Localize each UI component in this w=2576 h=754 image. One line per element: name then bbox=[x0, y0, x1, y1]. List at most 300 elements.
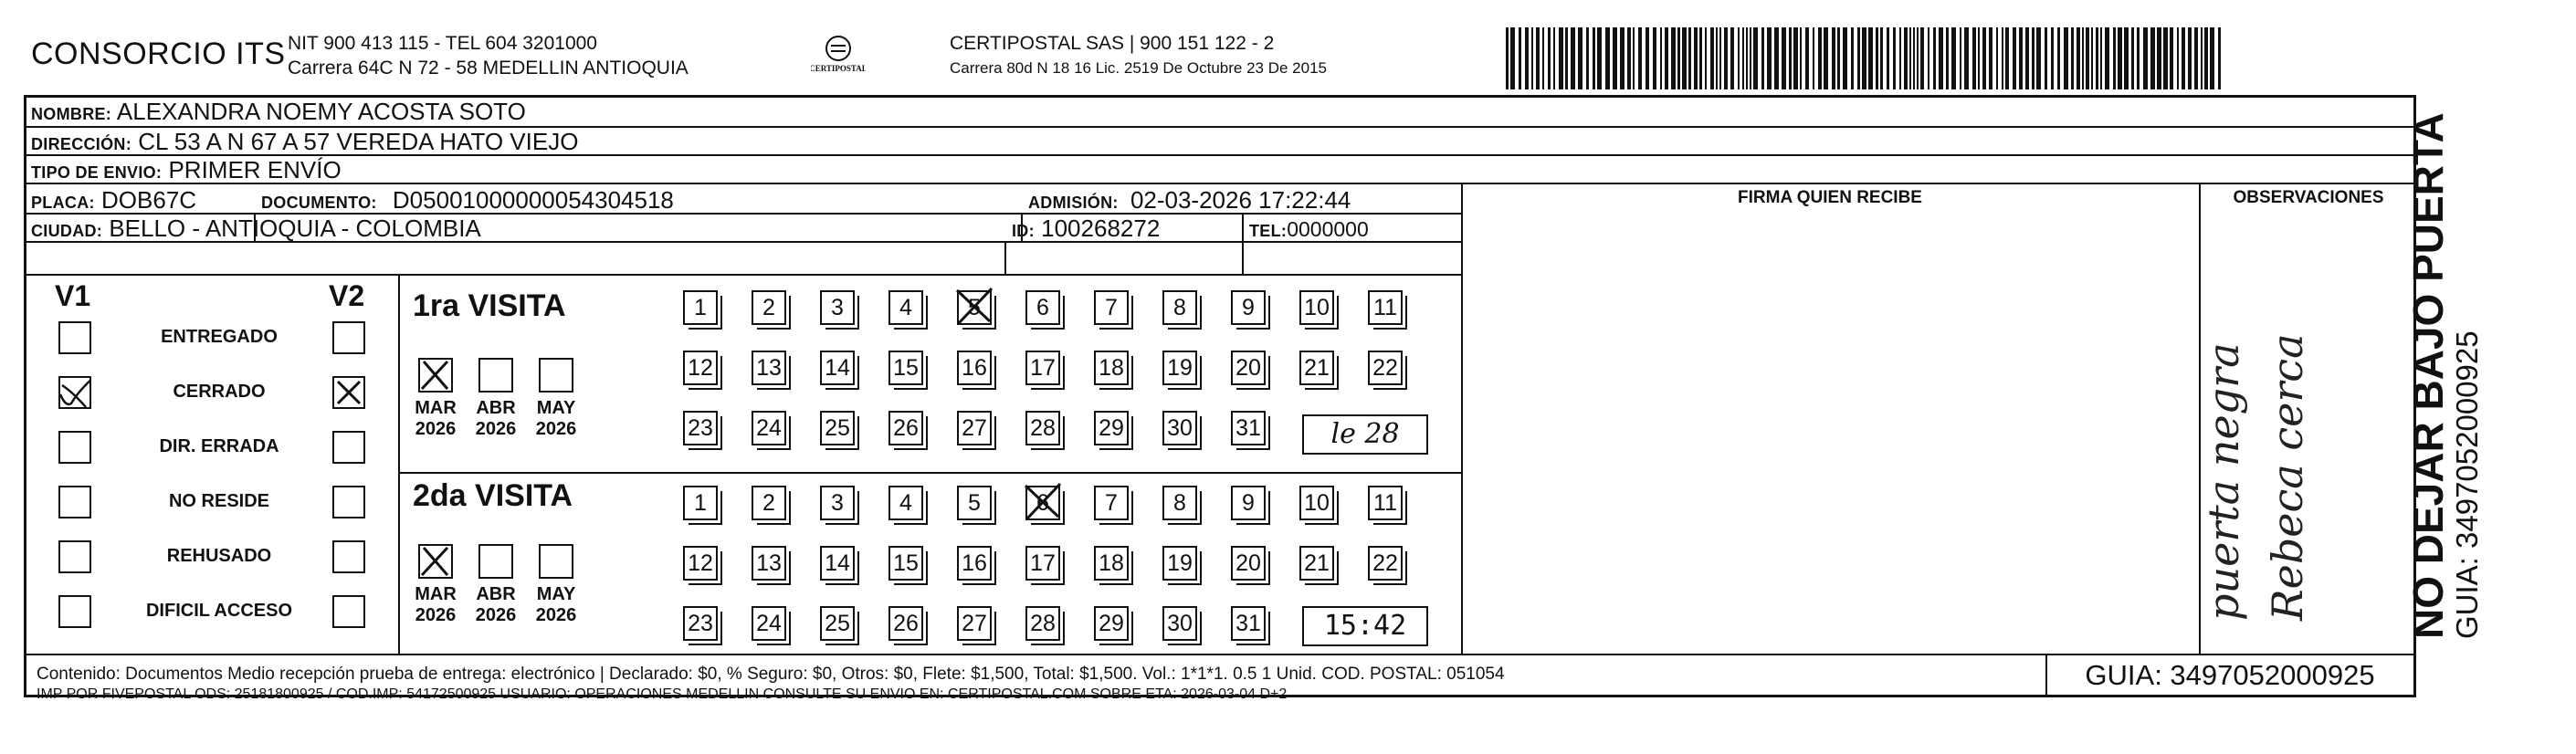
day-number: 15 bbox=[893, 550, 919, 576]
company-nit: NIT 900 413 115 - TEL 604 3201000 bbox=[288, 33, 597, 54]
day-number: 7 bbox=[1105, 295, 1118, 320]
barcode-bar bbox=[2105, 27, 2109, 89]
visit2-month-label bbox=[529, 584, 584, 626]
day-number: 11 bbox=[1373, 490, 1397, 516]
day-number: 14 bbox=[825, 355, 850, 381]
barcode-bar bbox=[2177, 27, 2179, 89]
day-number: 30 bbox=[1167, 415, 1193, 441]
barcode-bar bbox=[2064, 27, 2068, 89]
barcode-bar bbox=[2204, 27, 2208, 89]
visit1-day-checkbox[interactable] bbox=[888, 290, 923, 325]
placa-row bbox=[31, 186, 196, 215]
barcode-bar bbox=[1620, 27, 1624, 89]
barcode-bar bbox=[1913, 27, 1915, 89]
barcode-bar bbox=[1660, 27, 1662, 89]
tipo-row bbox=[31, 156, 342, 184]
row-divider bbox=[24, 183, 2416, 184]
barcode-bar bbox=[1682, 27, 1687, 89]
day-number: 25 bbox=[825, 611, 850, 636]
barcode-bar bbox=[2071, 27, 2074, 89]
day-number: 6 bbox=[1036, 490, 1049, 516]
day-number: 22 bbox=[1372, 355, 1398, 381]
visit2-day-checkbox[interactable] bbox=[1231, 486, 1266, 520]
barcode-bar bbox=[1887, 27, 1889, 89]
visit1-time: le 28 bbox=[1330, 418, 1400, 450]
visit2-day-checkbox[interactable] bbox=[1025, 486, 1060, 520]
visit2-day-checkbox[interactable] bbox=[1025, 546, 1060, 581]
ciudad-row bbox=[31, 215, 481, 243]
side-notice bbox=[2405, 112, 2484, 639]
id-label: ID: bbox=[1012, 222, 1035, 240]
barcode-bar bbox=[1946, 27, 1949, 89]
visit2-day-checkbox[interactable] bbox=[1368, 546, 1403, 581]
barcode-bar bbox=[1694, 27, 1698, 89]
barcode-bar bbox=[1510, 27, 1515, 89]
barcode-bar bbox=[2163, 27, 2168, 89]
visit1-day-checkbox[interactable] bbox=[1299, 290, 1334, 325]
visit1-day-checkbox[interactable] bbox=[957, 411, 992, 445]
barcode-bar bbox=[1548, 27, 1551, 89]
barcode-bar bbox=[1774, 27, 1779, 89]
logo-text: CERTIPOSTAL bbox=[811, 64, 866, 73]
visit2-day-checkbox[interactable] bbox=[820, 606, 855, 641]
documento-row bbox=[261, 186, 674, 215]
documento-label: DOCUMENTO: bbox=[261, 194, 377, 212]
visit1-day-checkbox[interactable] bbox=[1231, 290, 1266, 325]
barcode-bar bbox=[2032, 27, 2035, 89]
barcode-bar bbox=[1832, 27, 1835, 89]
tipo-value: PRIMER ENVÍO bbox=[168, 156, 342, 183]
visit1-day-checkbox[interactable] bbox=[1368, 351, 1403, 385]
visit2-month-label bbox=[468, 584, 523, 626]
direccion-row bbox=[31, 128, 578, 156]
visit2-day-checkbox[interactable] bbox=[888, 546, 923, 581]
visit2-month-checkbox[interactable] bbox=[418, 544, 453, 579]
barcode-bar bbox=[2019, 27, 2023, 89]
v2-checkbox[interactable] bbox=[332, 376, 365, 409]
visit1-day-checkbox[interactable] bbox=[1025, 411, 1060, 445]
day-number: 3 bbox=[831, 295, 844, 320]
v2-checkbox[interactable] bbox=[332, 321, 365, 354]
x-mark-icon bbox=[1022, 482, 1064, 524]
status-option-label: DIR. ERRADA bbox=[159, 436, 279, 456]
barcode-bar bbox=[1519, 27, 1521, 89]
ciudad-label: CIUDAD: bbox=[31, 222, 103, 240]
v2-checkbox[interactable] bbox=[332, 540, 365, 573]
day-number: 7 bbox=[1105, 490, 1118, 516]
barcode-bar bbox=[2124, 27, 2129, 89]
visit1-time-box bbox=[1302, 414, 1428, 455]
v1-label: V1 bbox=[55, 279, 91, 312]
barcode-bar bbox=[1876, 27, 1878, 89]
barcode-bar bbox=[1633, 27, 1635, 89]
observaciones-note: Rebeca cerca bbox=[2263, 333, 2312, 621]
barcode-bar bbox=[1746, 27, 1748, 89]
barcode-bar bbox=[1793, 27, 1798, 89]
barcode-bar bbox=[2005, 27, 2009, 89]
visit2-day-checkbox[interactable] bbox=[820, 546, 855, 581]
visit2-day-checkbox[interactable] bbox=[1231, 546, 1266, 581]
barcode-bar bbox=[2025, 27, 2029, 89]
barcode-bar bbox=[2188, 27, 2192, 89]
month-year: 2026 bbox=[475, 419, 517, 439]
day-number: 23 bbox=[688, 611, 713, 636]
barcode-bar bbox=[1553, 27, 1555, 89]
visit2-day-checkbox[interactable] bbox=[683, 546, 718, 581]
visit2-day-checkbox[interactable] bbox=[1094, 486, 1129, 520]
visit2-day-checkbox[interactable] bbox=[1299, 486, 1334, 520]
x-mark-icon bbox=[418, 358, 453, 393]
barcode-bar bbox=[1982, 27, 1986, 89]
barcode-bar bbox=[1724, 27, 1728, 89]
barcode-bar bbox=[1506, 27, 1509, 89]
col-divider bbox=[1242, 213, 1244, 241]
visit1-day-checkbox[interactable] bbox=[1299, 351, 1334, 385]
admision-label: ADMISIÓN: bbox=[1028, 194, 1119, 212]
visit1-day-checkbox[interactable] bbox=[1094, 351, 1129, 385]
barcode-bar bbox=[1767, 27, 1772, 89]
v2-checkbox[interactable] bbox=[332, 431, 365, 464]
placa-value: DOB67C bbox=[101, 186, 197, 214]
visit1-month-checkbox[interactable] bbox=[539, 358, 573, 393]
barcode-bar bbox=[1964, 27, 1969, 89]
nombre-value: ALEXANDRA NOEMY ACOSTA SOTO bbox=[116, 98, 526, 125]
visit1-day-checkbox[interactable] bbox=[820, 411, 855, 445]
visit1-day-checkbox[interactable] bbox=[1162, 351, 1197, 385]
barcode-bar bbox=[2150, 27, 2155, 89]
barcode-bar bbox=[1960, 27, 1961, 89]
day-number: 14 bbox=[825, 550, 850, 576]
visit2-time: 15:42 bbox=[1323, 610, 1407, 642]
day-number: 9 bbox=[1242, 490, 1255, 516]
barcode-bar bbox=[1928, 27, 1929, 89]
tipo-label: TIPO DE ENVIO: bbox=[31, 163, 163, 182]
barcode-bar bbox=[1525, 27, 1529, 89]
visit2-title: 2da VISITA bbox=[413, 478, 573, 513]
visit1-day-checkbox[interactable] bbox=[683, 351, 718, 385]
month-name: MAY bbox=[536, 398, 576, 418]
day-number: 8 bbox=[1173, 295, 1186, 320]
visit1-month-checkbox[interactable] bbox=[478, 358, 513, 393]
v1-checkbox[interactable] bbox=[58, 595, 91, 628]
visit1-day-checkbox[interactable] bbox=[888, 351, 923, 385]
visit2-day-checkbox[interactable] bbox=[752, 606, 786, 641]
day-number: 1 bbox=[694, 490, 707, 516]
col-divider bbox=[1242, 241, 1244, 274]
barcode-bar bbox=[1800, 27, 1802, 89]
tel-value: 0000000 bbox=[1287, 217, 1369, 241]
visit2-day-checkbox[interactable] bbox=[1162, 606, 1197, 641]
barcode-bar bbox=[1565, 27, 1568, 89]
visit2-day-checkbox[interactable] bbox=[957, 486, 992, 520]
day-number: 15 bbox=[893, 355, 919, 381]
barcode-bar bbox=[1824, 27, 1828, 89]
day-number: 10 bbox=[1304, 490, 1330, 516]
id-value: 100268272 bbox=[1041, 215, 1161, 242]
barcode-bar bbox=[1677, 27, 1680, 89]
v1-checkbox[interactable] bbox=[58, 486, 91, 518]
day-number: 30 bbox=[1167, 611, 1193, 636]
tel-label: TEL: bbox=[1249, 222, 1288, 240]
documento-value: D05001000000054304518 bbox=[392, 186, 674, 214]
v2-checkbox[interactable] bbox=[332, 486, 365, 518]
direccion-value: CL 53 A N 67 A 57 VEREDA HATO VIEJO bbox=[138, 128, 579, 155]
barcode-bar bbox=[1857, 27, 1860, 89]
v1-checkbox[interactable] bbox=[58, 376, 91, 409]
visit1-day-checkbox[interactable] bbox=[1162, 411, 1197, 445]
visit1-title: 1ra VISITA bbox=[413, 288, 566, 323]
barcode-bar bbox=[2077, 27, 2080, 89]
day-number: 26 bbox=[893, 415, 919, 441]
barcode-bar bbox=[1933, 27, 1936, 89]
day-number: 22 bbox=[1372, 550, 1398, 576]
certipostal-info bbox=[950, 31, 1327, 80]
barcode-bar bbox=[1939, 27, 1943, 89]
month-year: 2026 bbox=[415, 419, 457, 439]
visit1-month-label bbox=[529, 398, 584, 440]
barcode-bar bbox=[1571, 27, 1575, 89]
col-divider bbox=[1461, 183, 1463, 654]
month-year: 2026 bbox=[475, 605, 517, 625]
day-number: 11 bbox=[1373, 295, 1397, 320]
visit2-day-checkbox[interactable] bbox=[752, 546, 786, 581]
day-number: 1 bbox=[694, 295, 707, 320]
barcode-bar bbox=[2057, 27, 2060, 89]
visit2-day-checkbox[interactable] bbox=[957, 606, 992, 641]
visit2-day-checkbox[interactable] bbox=[752, 486, 786, 520]
barcode-bar bbox=[1536, 27, 1540, 89]
barcode-bar bbox=[1710, 27, 1714, 89]
check-mark-icon bbox=[58, 376, 91, 409]
barcode-bar bbox=[2082, 27, 2084, 89]
footer-print-info: IMP POR FIVEPOSTAL ODS: 25181800925 / COD.IMP: 54172500925 USUARIO: OPERACIONES MEDELLIN CONSULTE SU ENVIO EN: CERTIPOSTAL.COM SOBRE ETA: 2026-03-04 D+2 bbox=[37, 686, 1288, 702]
visit1-day-checkbox[interactable] bbox=[1368, 290, 1403, 325]
barcode-bar bbox=[1851, 27, 1854, 89]
visit2-day-checkbox[interactable] bbox=[683, 606, 718, 641]
visit1-day-checkbox[interactable] bbox=[1231, 351, 1266, 385]
day-number: 24 bbox=[756, 415, 782, 441]
nombre-row bbox=[31, 98, 526, 126]
delivery-form bbox=[24, 95, 2416, 697]
v1-checkbox[interactable] bbox=[58, 431, 91, 464]
barcode-bar bbox=[1559, 27, 1563, 89]
certipostal-nit: CERTIPOSTAL SAS | 900 151 122 - 2 bbox=[950, 33, 1275, 54]
barcode-bar bbox=[1638, 27, 1642, 89]
visit2-day-checkbox[interactable] bbox=[1368, 486, 1403, 520]
month-name: MAY bbox=[536, 584, 576, 604]
day-number: 12 bbox=[688, 550, 713, 576]
visit2-day-checkbox[interactable] bbox=[820, 486, 855, 520]
barcode-bar bbox=[2194, 27, 2198, 89]
barcode-bar bbox=[2157, 27, 2161, 89]
month-year: 2026 bbox=[535, 419, 577, 439]
day-number: 26 bbox=[893, 611, 919, 636]
firma-header: FIRMA QUIEN RECIBE bbox=[1738, 188, 1922, 207]
placa-label: PLACA: bbox=[31, 194, 95, 212]
day-number: 17 bbox=[1030, 355, 1056, 381]
barcode-bar bbox=[1989, 27, 1992, 89]
barcode-bar bbox=[1818, 27, 1822, 89]
id-row bbox=[1012, 215, 1160, 243]
visit2-day-checkbox[interactable] bbox=[1094, 546, 1129, 581]
barcode-bar bbox=[1645, 27, 1649, 89]
month-name: MAR bbox=[415, 398, 457, 418]
visit1-day-checkbox[interactable] bbox=[1025, 351, 1060, 385]
visit1-month-checkbox[interactable] bbox=[418, 358, 453, 393]
visit2-month-checkbox[interactable] bbox=[478, 544, 513, 579]
barcode-bar bbox=[1593, 27, 1595, 89]
day-number: 2 bbox=[762, 295, 775, 320]
admision-row bbox=[1028, 186, 1351, 215]
visit1-month-label bbox=[408, 398, 463, 440]
barcode-bar bbox=[1742, 27, 1744, 89]
barcode-bar bbox=[1805, 27, 1809, 89]
barcode-bar bbox=[1605, 27, 1610, 89]
v2-checkbox[interactable] bbox=[332, 595, 365, 628]
day-number: 29 bbox=[1099, 415, 1124, 441]
barcode-bar bbox=[2086, 27, 2089, 89]
status-option-label: CERRADO bbox=[173, 382, 266, 402]
visit2-time-box bbox=[1302, 606, 1428, 646]
day-number: 16 bbox=[962, 355, 987, 381]
visit2-day-checkbox[interactable] bbox=[888, 486, 923, 520]
observaciones-notes bbox=[2192, 334, 2319, 631]
barcode-bar bbox=[1699, 27, 1702, 89]
v1-checkbox[interactable] bbox=[58, 321, 91, 354]
barcode-bar bbox=[2201, 27, 2203, 89]
barcode-bar bbox=[2143, 27, 2148, 89]
visit1-day-checkbox[interactable] bbox=[1231, 411, 1266, 445]
day-number: 5 bbox=[968, 490, 981, 516]
status-option-label: ENTREGADO bbox=[161, 327, 278, 347]
status-option-label: NO RESIDE bbox=[168, 491, 270, 511]
guia-number: GUIA: 3497052000925 bbox=[2045, 654, 2413, 697]
visit1-day-checkbox[interactable] bbox=[957, 351, 992, 385]
day-number: 27 bbox=[962, 611, 987, 636]
barcode-bar bbox=[1705, 27, 1707, 89]
visit2-day-checkbox[interactable] bbox=[1231, 606, 1266, 641]
day-number: 28 bbox=[1030, 415, 1056, 441]
x-mark-icon bbox=[332, 376, 365, 409]
barcode-bar bbox=[1578, 27, 1582, 89]
visit1-month-label bbox=[468, 398, 523, 440]
ciudad-value: BELLO - ANTIOQUIA - COLOMBIA bbox=[109, 215, 481, 242]
barcode-bar bbox=[1909, 27, 1911, 89]
day-number: 24 bbox=[756, 611, 782, 636]
barcode-bar bbox=[1542, 27, 1544, 89]
barcode-bar bbox=[1837, 27, 1840, 89]
col-divider bbox=[1004, 241, 1006, 274]
day-number: 29 bbox=[1099, 611, 1124, 636]
side-guia: GUIA: 3497052000925 bbox=[2450, 330, 2484, 639]
month-name: MAR bbox=[415, 584, 457, 604]
visit2-month-label bbox=[408, 584, 463, 626]
visit1-day-checkbox[interactable] bbox=[752, 351, 786, 385]
visit2-day-checkbox[interactable] bbox=[957, 546, 992, 581]
month-name: ABR bbox=[476, 398, 516, 418]
row-divider bbox=[24, 274, 1462, 276]
barcode-bar bbox=[2091, 27, 2093, 89]
barcode-bar bbox=[2051, 27, 2054, 89]
visit1-day-checkbox[interactable] bbox=[888, 411, 923, 445]
barcode-bar bbox=[1789, 27, 1792, 89]
v1-checkbox[interactable] bbox=[58, 540, 91, 573]
visit1-day-checkbox[interactable] bbox=[1025, 290, 1060, 325]
day-number: 6 bbox=[1036, 295, 1049, 320]
day-number: 12 bbox=[688, 355, 713, 381]
barcode-bar bbox=[2137, 27, 2140, 89]
barcode-bar bbox=[2118, 27, 2122, 89]
day-number: 19 bbox=[1167, 550, 1193, 576]
day-number: 3 bbox=[831, 490, 844, 516]
v2-label: V2 bbox=[329, 279, 365, 312]
admision-value: 02-03-2026 17:22:44 bbox=[1130, 186, 1351, 214]
certipostal-license: Carrera 80d N 18 16 Lic. 2519 De Octubre 23 De 2015 bbox=[950, 59, 1327, 77]
barcode-bar bbox=[1730, 27, 1734, 89]
visit1-day-checkbox[interactable] bbox=[957, 290, 992, 325]
visit1-day-checkbox[interactable] bbox=[820, 351, 855, 385]
visit1-day-checkbox[interactable] bbox=[752, 411, 786, 445]
day-number: 25 bbox=[825, 415, 850, 441]
day-number: 23 bbox=[688, 415, 713, 441]
footer-content: Contenido: Documentos Medio recepción prueba de entrega: electrónico | Declarado: $0, % Seguro: $0, Otros: $0, Flete: $1,500, Total: $1,500. Vol.: 1*1*1. 0.5 1 Unid. COD. POSTAL: 051054 bbox=[37, 665, 1505, 684]
visit2-day-checkbox[interactable] bbox=[1162, 486, 1197, 520]
barcode-bar bbox=[2113, 27, 2116, 89]
visit1-day-checkbox[interactable] bbox=[1094, 290, 1129, 325]
observaciones-note: puerta negra bbox=[2199, 342, 2248, 621]
nombre-label: NOMBRE: bbox=[31, 105, 112, 123]
no-dejar-notice: NO DEJAR BAJO PUERTA bbox=[2404, 112, 2452, 639]
day-number: 27 bbox=[962, 415, 987, 441]
month-year: 2026 bbox=[535, 605, 577, 625]
visit2-day-checkbox[interactable] bbox=[1025, 606, 1060, 641]
visit-divider bbox=[398, 472, 1462, 474]
x-mark-icon bbox=[418, 544, 453, 579]
barcode-bar bbox=[1972, 27, 1976, 89]
barcode-bar bbox=[2013, 27, 2016, 89]
day-number: 17 bbox=[1030, 550, 1056, 576]
visit2-day-checkbox[interactable] bbox=[888, 606, 923, 641]
day-number: 8 bbox=[1173, 490, 1186, 516]
visit2-month-checkbox[interactable] bbox=[539, 544, 573, 579]
visit1-day-checkbox[interactable] bbox=[683, 290, 718, 325]
barcode-bar bbox=[1880, 27, 1883, 89]
visit2-day-checkbox[interactable] bbox=[1162, 546, 1197, 581]
visit1-day-checkbox[interactable] bbox=[820, 290, 855, 325]
visit1-day-checkbox[interactable] bbox=[683, 411, 718, 445]
visit1-day-checkbox[interactable] bbox=[1162, 290, 1197, 325]
day-number: 13 bbox=[756, 550, 782, 576]
barcode-bar bbox=[2218, 27, 2221, 89]
day-number: 2 bbox=[762, 490, 775, 516]
visit2-day-checkbox[interactable] bbox=[683, 486, 718, 520]
month-year: 2026 bbox=[415, 605, 457, 625]
barcode-bar bbox=[2045, 27, 2047, 89]
visit1-day-checkbox[interactable] bbox=[752, 290, 786, 325]
barcode-bar bbox=[1862, 27, 1866, 89]
status-option-label: REHUSADO bbox=[166, 546, 272, 566]
day-number: 20 bbox=[1235, 355, 1261, 381]
barcode-bar bbox=[1813, 27, 1814, 89]
barcode-bar bbox=[1868, 27, 1873, 89]
barcode-bar bbox=[1951, 27, 1956, 89]
barcode-bar bbox=[2096, 27, 2098, 89]
visit2-day-checkbox[interactable] bbox=[1094, 606, 1129, 641]
day-number: 4 bbox=[899, 490, 912, 516]
visit1-day-checkbox[interactable] bbox=[1094, 411, 1129, 445]
day-number: 18 bbox=[1099, 355, 1124, 381]
visit2-day-checkbox[interactable] bbox=[1299, 546, 1334, 581]
